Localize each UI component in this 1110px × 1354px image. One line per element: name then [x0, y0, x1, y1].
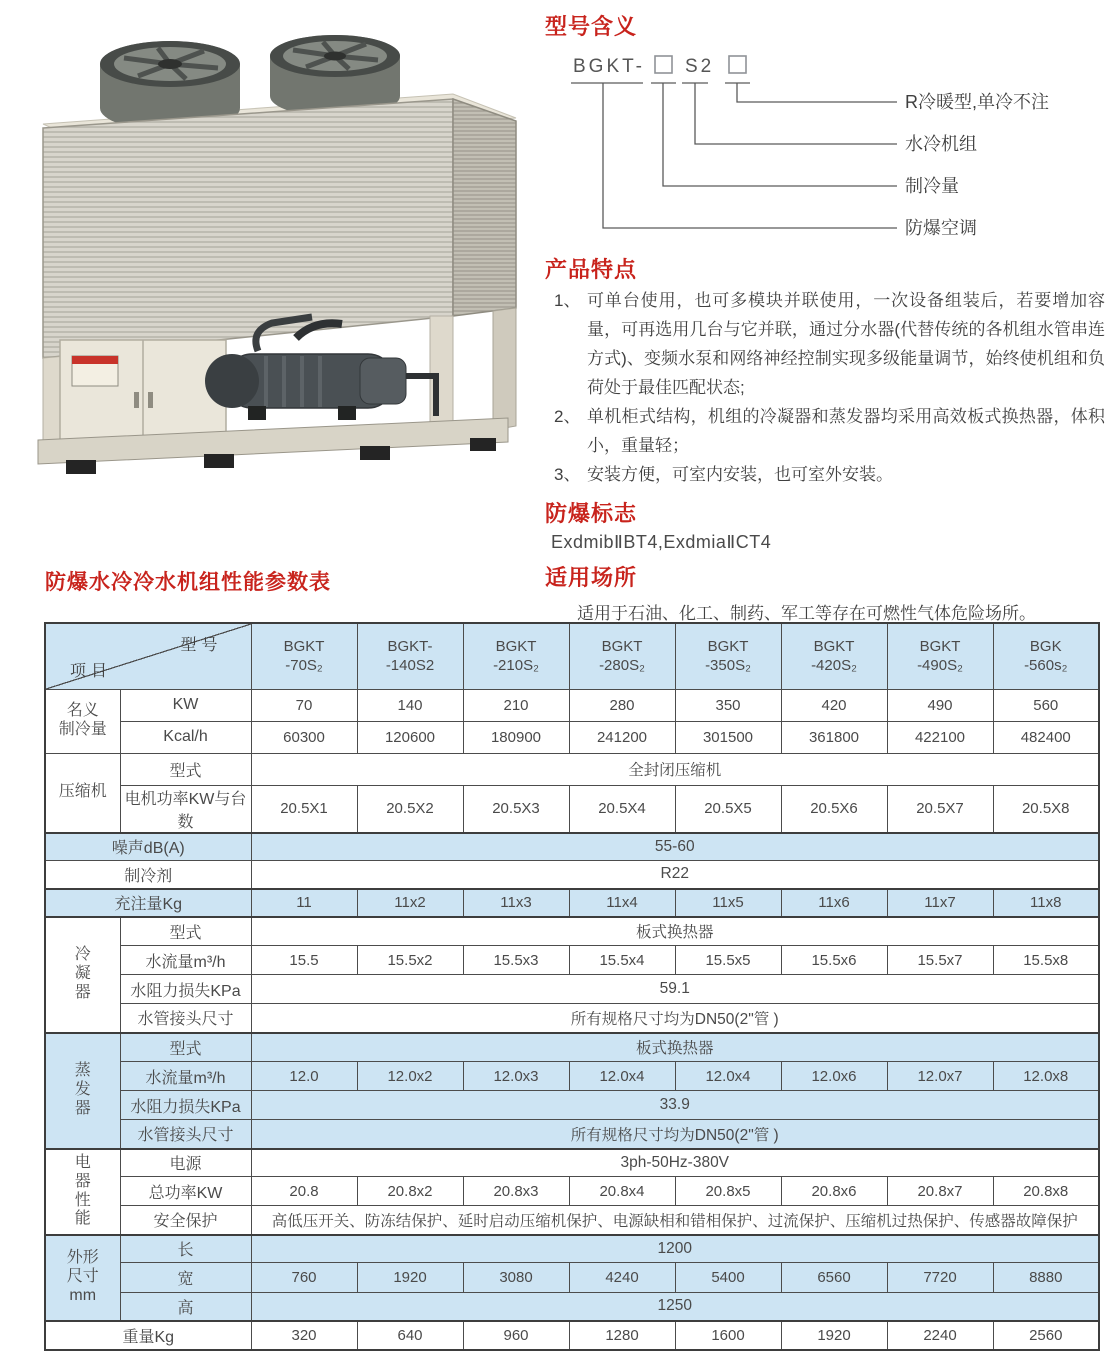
model-code-prefix: BGKT-	[573, 56, 646, 77]
value-cell: 15.5x8	[993, 946, 1099, 975]
info-column	[545, 10, 1105, 624]
value-cell: 12.0x7	[887, 1062, 993, 1091]
value-cell: 20.5X7	[887, 785, 993, 833]
value-cell: 482400	[993, 721, 1099, 753]
row-label: 宽	[120, 1263, 251, 1293]
table-row	[45, 1293, 1099, 1321]
row-label: 型式	[120, 753, 251, 785]
value-cell: 140	[357, 689, 463, 721]
feature-number: 3、	[554, 465, 581, 484]
value-cell-span: 板式换热器	[251, 1033, 1099, 1062]
value-cell: 15.5x5	[675, 946, 781, 975]
value-cell: 120600	[357, 721, 463, 753]
feature-number: 2、	[554, 407, 581, 426]
value-cell: 361800	[781, 721, 887, 753]
table-row	[45, 975, 1099, 1004]
table-row	[45, 1120, 1099, 1149]
value-cell: 15.5x7	[887, 946, 993, 975]
product-photo	[8, 6, 536, 546]
model-header-cell: BGKT- -140S2	[357, 623, 463, 689]
row-label: 型式	[120, 917, 251, 946]
feature-text: 可单台使用，也可多模块并联使用，一次设备组装后，若要增加容量，可再选用几台与它并联，通过分水器(代替传统的各机组水管串连方式)、变频水泵和网络神经控制实现多级能量调节，始终使机组和负荷处于最佳匹配状态;	[587, 291, 1105, 397]
value-cell-span: 1250	[251, 1293, 1099, 1321]
value-cell-span: 59.1	[251, 975, 1099, 1004]
application-section	[545, 561, 1105, 624]
param-table	[44, 622, 1100, 1351]
value-cell: 12.0x2	[357, 1062, 463, 1091]
value-cell: 11x7	[887, 889, 993, 917]
row-label: 电机功率KW与台数	[120, 785, 251, 833]
value-cell: 350	[675, 689, 781, 721]
value-cell: 20.5X3	[463, 785, 569, 833]
row-label: Kcal/h	[120, 721, 251, 753]
feature-item	[545, 460, 1105, 489]
value-cell: 20.5X4	[569, 785, 675, 833]
feature-number: 1、	[554, 291, 581, 310]
value-cell: 15.5x3	[463, 946, 569, 975]
table-row	[45, 785, 1099, 833]
value-cell: 11x5	[675, 889, 781, 917]
condenser-coil	[43, 99, 453, 358]
value-cell: 20.8x7	[887, 1177, 993, 1206]
value-cell: 640	[357, 1321, 463, 1350]
row-label: 长	[120, 1235, 251, 1263]
table-row	[45, 1177, 1099, 1206]
value-cell: 70	[251, 689, 357, 721]
value-cell: 760	[251, 1263, 357, 1293]
marking-section	[545, 497, 1105, 553]
application-heading: 适用场所	[545, 565, 638, 590]
features-section	[545, 253, 1105, 489]
value-cell-span: 板式换热器	[251, 917, 1099, 946]
table-row	[45, 889, 1099, 917]
table-row	[45, 1263, 1099, 1293]
value-cell: 422100	[887, 721, 993, 753]
features-heading: 产品特点	[545, 257, 638, 282]
table-title: 防爆水冷冷水机组性能参数表	[45, 571, 331, 594]
table-row	[45, 1062, 1099, 1091]
row-label: 水管接头尺寸	[120, 1120, 251, 1149]
value-cell: 8880	[993, 1263, 1099, 1293]
row-label: 总功率KW	[120, 1177, 251, 1206]
value-cell-span: 3ph-50Hz-380V	[251, 1149, 1099, 1177]
row-group-label: 压缩机	[45, 753, 120, 833]
table-row	[45, 833, 1099, 861]
marking-text: ExdmibⅡBT4,ExdmiaⅡCT4	[551, 532, 772, 552]
value-cell: 20.8x4	[569, 1177, 675, 1206]
value-cell: 11x4	[569, 889, 675, 917]
table-row	[45, 1004, 1099, 1033]
value-cell: 11	[251, 889, 357, 917]
value-cell: 12.0x4	[675, 1062, 781, 1091]
value-cell-span: 所有规格尺寸均为DN50(2"管 )	[251, 1120, 1099, 1149]
row-group-label: 电 器 性 能	[45, 1149, 120, 1235]
value-cell: 3080	[463, 1263, 569, 1293]
value-cell: 12.0x3	[463, 1062, 569, 1091]
value-cell: 20.5X5	[675, 785, 781, 833]
value-cell-span: 55-60	[251, 833, 1099, 861]
value-cell: 60300	[251, 721, 357, 753]
chiller-illustration	[8, 6, 536, 546]
value-cell: 11x2	[357, 889, 463, 917]
table-row	[45, 946, 1099, 975]
value-cell: 12.0x6	[781, 1062, 887, 1091]
value-cell: 20.5X1	[251, 785, 357, 833]
row-label: 水阻力损失KPa	[120, 1091, 251, 1120]
model-header-cell: BGKT -420S₂	[781, 623, 887, 689]
table-row	[45, 1321, 1099, 1350]
value-cell: 11x6	[781, 889, 887, 917]
model-code-mid: S2	[685, 56, 715, 77]
value-cell: 960	[463, 1321, 569, 1350]
row-label: 水流量m³/h	[120, 1062, 251, 1091]
value-cell: 301500	[675, 721, 781, 753]
value-cell: 2240	[887, 1321, 993, 1350]
value-cell: 180900	[463, 721, 569, 753]
table-row	[45, 1033, 1099, 1062]
row-label: 制冷剂	[45, 861, 251, 889]
model-code-diagram	[545, 43, 1105, 245]
value-cell: 20.8x5	[675, 1177, 781, 1206]
value-cell: 2560	[993, 1321, 1099, 1350]
model-header-cell: BGKT -210S₂	[463, 623, 569, 689]
value-cell: 20.5X8	[993, 785, 1099, 833]
row-group-label: 外形 尺寸 mm	[45, 1235, 120, 1321]
row-label: 型式	[120, 1033, 251, 1062]
row-label: 水管接头尺寸	[120, 1004, 251, 1033]
code-box-icon	[655, 56, 672, 73]
table-row	[45, 721, 1099, 753]
value-cell: 6560	[781, 1263, 887, 1293]
condenser-side	[453, 99, 516, 316]
value-cell: 15.5x4	[569, 946, 675, 975]
model-header-cell: BGKT -490S₂	[887, 623, 993, 689]
value-cell: 20.5X6	[781, 785, 887, 833]
value-cell: 20.8	[251, 1177, 357, 1206]
value-cell: 15.5x2	[357, 946, 463, 975]
value-cell: 20.8x3	[463, 1177, 569, 1206]
feature-text: 安装方便，可室内安装，也可室外安装。	[587, 465, 893, 484]
value-cell-span: 1200	[251, 1235, 1099, 1263]
model-header-cell: BGK -560s₂	[993, 623, 1099, 689]
value-cell: 1280	[569, 1321, 675, 1350]
row-group-label: 冷 凝 器	[45, 917, 120, 1033]
value-cell: 11x8	[993, 889, 1099, 917]
row-label: 噪声dB(A)	[45, 833, 251, 861]
table-row	[45, 861, 1099, 889]
value-cell: 320	[251, 1321, 357, 1350]
row-group-label: 名义 制冷量	[45, 689, 120, 753]
feature-text: 单机柜式结构，机组的冷凝器和蒸发器均采用高效板式换热器，体积小，重量轻；	[587, 407, 1105, 455]
model-header-cell: BGKT -70S₂	[251, 623, 357, 689]
code-label: R冷暖型,单冷不注	[905, 92, 1049, 112]
model-header-cell: BGKT -350S₂	[675, 623, 781, 689]
value-cell: 20.5X2	[357, 785, 463, 833]
value-cell: 15.5	[251, 946, 357, 975]
row-label: 电源	[120, 1149, 251, 1177]
row-label: 安全保护	[120, 1206, 251, 1235]
row-label: 水阻力损失KPa	[120, 975, 251, 1004]
corner-cell: 型号 项目	[45, 623, 251, 689]
code-label: 水冷机组	[905, 134, 977, 154]
application-text: 适用于石油、化工、制药、军工等存在可燃性气体危险场所。	[577, 604, 1036, 623]
marking-heading: 防爆标志	[545, 501, 638, 526]
feature-item	[545, 402, 1105, 460]
row-label: 重量Kg	[45, 1321, 251, 1350]
value-cell-span: 全封闭压缩机	[251, 753, 1099, 785]
value-cell: 490	[887, 689, 993, 721]
table-row	[45, 1149, 1099, 1177]
value-cell: 20.8x2	[357, 1177, 463, 1206]
value-cell-span: 高低压开关、防冻结保护、延时启动压缩机保护、电源缺相和错相保护、过流保护、压缩机过热保护、传感器故障保护	[251, 1206, 1099, 1235]
value-cell: 241200	[569, 721, 675, 753]
model-header-cell: BGKT -280S₂	[569, 623, 675, 689]
value-cell: 420	[781, 689, 887, 721]
value-cell-span: 33.9	[251, 1091, 1099, 1120]
value-cell: 560	[993, 689, 1099, 721]
row-label: KW	[120, 689, 251, 721]
table-row	[45, 1235, 1099, 1263]
value-cell-span: R22	[251, 861, 1099, 889]
value-cell: 12.0	[251, 1062, 357, 1091]
feature-item	[545, 286, 1105, 402]
value-cell: 11x3	[463, 889, 569, 917]
table-row	[45, 1206, 1099, 1235]
row-label: 高	[120, 1293, 251, 1321]
table-header-row	[45, 623, 1099, 689]
table-row	[45, 917, 1099, 946]
value-cell: 20.8x8	[993, 1177, 1099, 1206]
value-cell: 12.0x4	[569, 1062, 675, 1091]
value-cell: 1920	[357, 1263, 463, 1293]
value-cell: 4240	[569, 1263, 675, 1293]
model-meaning-heading: 型号含义	[545, 14, 638, 39]
row-label: 水流量m³/h	[120, 946, 251, 975]
row-group-label: 蒸 发 器	[45, 1033, 120, 1149]
table-row	[45, 753, 1099, 785]
code-label: 防爆空调	[905, 218, 977, 238]
row-label: 充注量Kg	[45, 889, 251, 917]
table-row	[45, 689, 1099, 721]
value-cell: 1920	[781, 1321, 887, 1350]
value-cell: 15.5x6	[781, 946, 887, 975]
value-cell-span: 所有规格尺寸均为DN50(2"管 )	[251, 1004, 1099, 1033]
value-cell: 1600	[675, 1321, 781, 1350]
value-cell: 210	[463, 689, 569, 721]
value-cell: 20.8x6	[781, 1177, 887, 1206]
value-cell: 280	[569, 689, 675, 721]
code-box-icon	[729, 56, 746, 73]
table-row	[45, 1091, 1099, 1120]
value-cell: 7720	[887, 1263, 993, 1293]
code-label: 制冷量	[905, 176, 959, 196]
value-cell: 12.0x8	[993, 1062, 1099, 1091]
value-cell: 5400	[675, 1263, 781, 1293]
